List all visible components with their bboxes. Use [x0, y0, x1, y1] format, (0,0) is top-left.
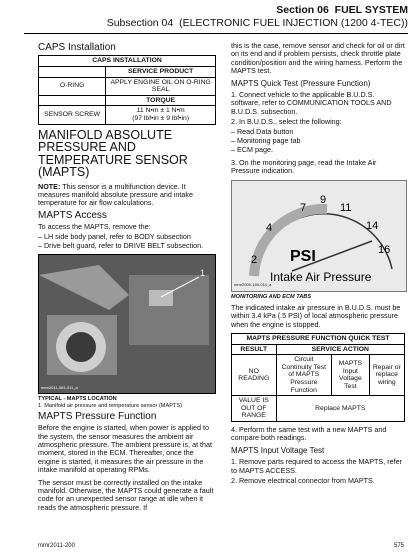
pressure-function-heading: MAPTS Pressure Function — [38, 410, 157, 422]
list-item: – Monitoring page tab — [231, 136, 301, 146]
figure-code: mmr2011-081-011_a — [41, 385, 78, 390]
footer-code: mmr2011-200 — [38, 543, 75, 549]
right-p1: this is the case, remove sensor and check for oil or dirt on its end and if problem persists, check throttle plate condition/position and the wiring harness. Perform the MAPTS test. — [231, 41, 405, 76]
step-1: 1. Connect vehicle to the applicable B.U.D.S. software, refer to COMMUNICATION TOOLS AND B.U.D.S. subsection. — [231, 90, 392, 116]
gauge-caption: MONITORING AND ECM TABS — [231, 293, 312, 300]
gauge-tick: 14 — [366, 219, 379, 232]
note: NOTE: This sensor is a multifunction device. It measures manifold absolute pressure and intake temperature for air flow calculations. — [38, 181, 194, 208]
caps-table-title: CAPS INSTALLATION — [39, 56, 216, 67]
caps-table — [38, 55, 216, 124]
figure-caption: TYPICAL - MAPTS LOCATION 1. Manifold air pressure and temperature sensor (MAPTS) — [38, 396, 182, 409]
gauge-dial — [232, 181, 406, 291]
pressure-function-p2: The sensor must be correctly installed on the intake manifold. Otherwise, the MAPTS could generate a fault code for an unexpected sensor range at idle when it reads the atmospheric pressure. If — [38, 477, 214, 512]
subsection-title: Subsection 04 (ELECTRONIC FUEL INJECTION (1200 4-TEC)) — [106, 17, 408, 29]
gauge-tick: 4 — [266, 221, 273, 234]
gauge-tick: 2 — [251, 253, 258, 266]
mapts-heading: MANIFOLD ABSOLUTE PRESSURE AND TEMPERATURE SENSOR (MAPTS) — [38, 127, 188, 180]
pressure-function-p1: Before the engine is started, when power is applied to the system, the sensor measures the ambient air atmospheric pressure. The ambient pressure is, at that moment, stored in the ECM. Thereafter, once the engine is started, it measures the air pressure in the intake manifold at operating RPMs. — [38, 423, 213, 475]
caps-heading: CAPS Installation — [38, 42, 116, 53]
gauge-code: mmr2009-169-014_a — [234, 282, 272, 288]
header-rule — [24, 33, 408, 34]
gauge-tick: 16 — [378, 243, 391, 256]
caps-row1-label: O-RING — [39, 77, 106, 95]
quick-test-heading: MAPTS Quick Test (Pressure Function) — [231, 78, 371, 88]
engine-illustration — [39, 255, 215, 393]
mapts-location-figure — [38, 254, 216, 394]
col-header: RESULT — [232, 344, 277, 355]
gauge-tick: 7 — [300, 201, 307, 214]
caps-col2: TORQUE — [106, 95, 216, 106]
caps-row1-value: APPLY ENGINE OIL ON O-RING SEAL — [106, 77, 216, 95]
page-number: 575 — [393, 543, 404, 549]
pressure-gauge — [231, 180, 407, 292]
input-voltage-heading: MAPTS Input Voltage Test — [231, 445, 325, 455]
quick-test-table-title: MAPTS PRESSURE FUNCTION QUICK TEST — [232, 334, 405, 345]
step-2: 2. In B.U.D.S., select the following: — [231, 117, 342, 127]
section-title: Section 06 FUEL SYSTEM — [276, 4, 408, 16]
table-row: VALUE IS OUT OF RANGE Replace MAPTS — [232, 396, 405, 422]
right-column — [231, 42, 405, 489]
gauge-tick: 9 — [320, 193, 327, 206]
step-4: 4. Perform the same test with a new MAPTS and compare both readings. — [231, 425, 387, 443]
right-p2: The indicated intake air pressure in B.U.D.S. must be within 3.4 kPa (.5 PSI) of local atmospheric pressure when the engine is stopped. — [231, 302, 401, 329]
list-item: – Read Data button — [231, 126, 294, 136]
step-3: 3. On the monitoring page, read the Intake Air Pressure indication. — [231, 157, 377, 176]
list-item: – LH side body panel, refer to BODY subsection — [38, 231, 191, 241]
left-column — [38, 42, 216, 516]
access-intro: To access the MAPTS, remove the: — [38, 222, 151, 232]
table-row: NO READING Circuit Continuity Test of MAPTS Pressure Function MAPTS Input Voltage Test Repair or replace wiring — [232, 355, 405, 396]
page-header — [0, 2, 416, 32]
quick-test-table — [231, 333, 405, 422]
list-item: – Drive belt guard, refer to DRIVE BELT subsection. — [38, 241, 204, 250]
gauge-label: Intake Air Pressure — [270, 269, 372, 284]
list-item: – ECM page. — [231, 145, 273, 155]
caps-col1: SERVICE PRODUCT — [106, 67, 216, 78]
iv-step-2: 2. Remove electrical connector from MAPTS. — [231, 476, 375, 486]
figure-callout: 1 — [200, 268, 206, 279]
iv-step-1: 1. Remove parts required to access the MAPTS, refer to MAPTS ACCESS. — [231, 457, 402, 475]
step-2-list — [231, 128, 405, 155]
caps-row2-value: 11 N•m ± 1 N•m (97 lbf•in ± 9 lbf•in) — [106, 106, 216, 124]
caps-row2-label: SENSOR SCREW — [39, 106, 106, 124]
gauge-unit: PSI — [290, 247, 316, 265]
access-list — [38, 233, 216, 251]
gauge-tick: 11 — [340, 201, 352, 214]
col-header: SERVICE ACTION — [276, 344, 404, 355]
access-heading: MAPTS Access — [38, 209, 107, 221]
